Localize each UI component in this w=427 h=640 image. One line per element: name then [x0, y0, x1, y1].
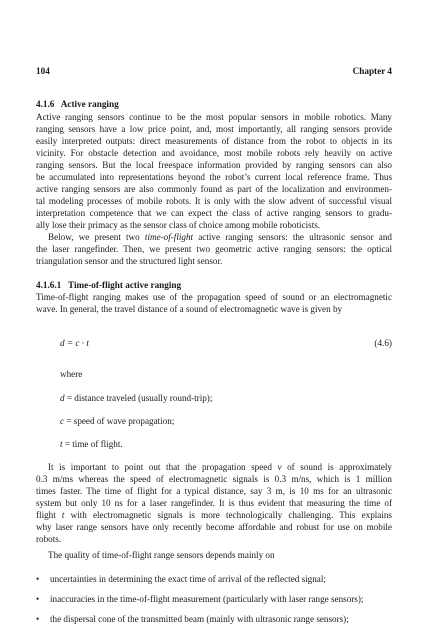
text-line: wave. In general, the travel distance of a sound of electromagnetic wave is given by — [36, 304, 343, 314]
section-title: Active ranging — [60, 99, 119, 109]
page-number: 104 — [36, 66, 50, 76]
list-item: • uncertainties in determining the exact time of arrival of the reflected signal; — [36, 574, 326, 584]
text-line: ranging sensors have a low price point, and, most importantly, all ranging sensors provide — [36, 124, 392, 134]
running-header — [36, 66, 392, 80]
definition-d: d = distance traveled (usually round-trip); — [60, 393, 213, 403]
text-line: times faster. The time of flight for a typical distance, say 3 m, is 10 ms for an ultrasonic — [36, 486, 392, 496]
where-label: where — [60, 369, 83, 379]
subsection-title: Time-of-flight active ranging — [68, 280, 182, 290]
text-line: flight t with electromagnetic signals is more technologically challenging. This explains — [36, 510, 392, 520]
section-heading — [36, 99, 119, 109]
bullet-icon: • — [36, 594, 40, 604]
subsection-heading — [36, 280, 181, 290]
text-line: The quality of time-of-flight range sensors depends mainly on — [48, 550, 275, 560]
section-number: 4.1.6 — [36, 99, 55, 109]
text-line: be accumulated into representations beyond the robot’s current local reference frame. Thus — [36, 172, 392, 182]
text-line: It is important to point out that the propagation speed v of sound is approximately — [48, 462, 392, 472]
list-item: • the dispersal cone of the transmitted beam (mainly with ultrasonic range sensors); — [36, 614, 349, 624]
text-line: vicinity. For obstacle detection and avoidance, most mobile robots rely heavily on active — [36, 148, 392, 158]
text-line: tal modeling processes of mobile robots. It is only with the slow advent of successful visual — [36, 196, 392, 206]
text-line: Time-of-flight ranging makes use of the propagation speed of sound or an electromagnetic — [36, 292, 392, 302]
emphasis-time-of-flight: time-of-flight — [144, 232, 194, 242]
text-line: Active ranging sensors continue to be the most popular sensors in mobile robotics. Many — [36, 112, 392, 122]
definition-c: c = speed of wave propagation; — [60, 416, 175, 426]
bullet-icon: • — [36, 614, 40, 624]
text-line: easily interpreted outputs: direct measurements of distance from the robot to objects in its — [36, 136, 392, 146]
text-line: triangulation sensor and the structured light sensor. — [36, 256, 223, 266]
subsection-number: 4.1.6.1 — [36, 280, 62, 290]
definition-t: t = time of flight. — [60, 439, 123, 449]
text-line: Below, we present two time-of-flight active ranging sensors: the ultrasonic sensor and — [48, 232, 392, 242]
text-line: 0.3 m/ms whereas the speed of electromagnetic signals is 0.3 m/ns, which is 1 million — [36, 474, 392, 484]
text-line: ranging sensors. But the local freespace information provided by ranging sensors can also — [36, 160, 392, 170]
text-line: interpretation competence that we can expect the class of active ranging sensors to gradu- — [36, 208, 392, 218]
text-line: the laser rangefinder. Then, we present two geometric active ranging sensors: the optical — [36, 244, 392, 254]
text-line: system but only 10 ns for a laser rangefinder. It is thus evident that measuring the time of — [36, 498, 392, 508]
equation-number: (4.6) — [374, 338, 392, 348]
equation: d = c · t — [60, 338, 89, 348]
text-line: active ranging sensors are also commonly found as part of the localization and environmen- — [36, 184, 392, 194]
text-line: robots. — [36, 534, 62, 544]
list-item: • inaccuracies in the time-of-flight measurement (particularly with laser range sensors); — [36, 594, 364, 604]
bullet-icon: • — [36, 574, 40, 584]
chapter-label: Chapter 4 — [352, 66, 392, 76]
text-line: ally lose their primacy as the sensor class of choice among mobile roboticists. — [36, 220, 321, 230]
text-line: why laser range sensors have only recently become affordable and robust for use on mobile — [36, 522, 392, 532]
